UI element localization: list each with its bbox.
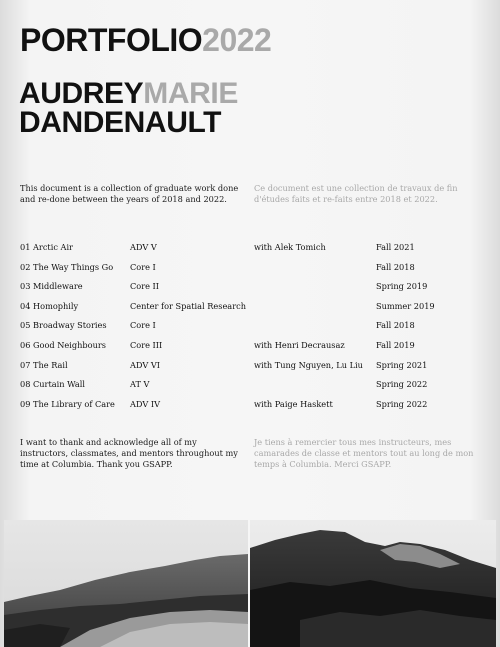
mountain-landscape-photo — [0, 520, 500, 647]
project-course: ADV IV — [130, 398, 160, 409]
project-course: Core III — [130, 339, 163, 350]
project-course: Center for Spatial Research — [130, 300, 246, 311]
project-term: Spring 2019 — [376, 281, 428, 292]
project-course: AT V — [130, 379, 150, 390]
project-title: 07 The Rail — [20, 359, 68, 370]
project-row — [20, 399, 490, 419]
project-course: Core I — [130, 320, 156, 331]
project-term: Spring 2022 — [376, 398, 428, 409]
intro-french: Ce document est une collection de travaux de fin d'études faits et re-faits entre 2018 et 2022. — [254, 183, 458, 204]
project-term: Spring 2022 — [376, 379, 428, 390]
project-title: 09 The Library of Care — [20, 398, 115, 409]
project-course: Core I — [130, 261, 156, 272]
project-row — [20, 360, 490, 380]
project-collaborators: with Paige Haskett — [254, 398, 333, 409]
project-term: Fall 2019 — [376, 339, 415, 350]
project-row — [20, 340, 490, 360]
project-collaborators: with Tung Nguyen, Lu Liu — [254, 359, 363, 370]
project-row — [20, 262, 490, 282]
project-row — [20, 379, 490, 399]
title-main: PORTFOLIO — [20, 22, 203, 58]
project-row — [20, 281, 490, 301]
title-year: 2022 — [202, 22, 272, 58]
thanks-french: Je tiens à remercier tous mes instructeurs, mes camarades de classe et mentors tout au long de mon temps à Columbia. Merci GSAPP. — [254, 437, 474, 469]
project-row — [20, 242, 490, 262]
project-title: 01 Arctic Air — [20, 242, 73, 252]
project-title: 04 Homophily — [20, 300, 79, 311]
intro-english: This document is a collection of graduate work done and re-done between the years of 2018 and 2022. — [20, 183, 239, 204]
project-row — [20, 301, 490, 321]
author-middle-name: MARIE — [143, 77, 238, 110]
project-term: Fall 2018 — [376, 261, 415, 272]
project-title: 06 Good Neighbours — [20, 339, 106, 350]
project-term: Fall 2021 — [376, 242, 415, 252]
project-collaborators: with Alek Tomich — [254, 242, 326, 252]
project-title: 05 Broadway Stories — [20, 320, 107, 331]
thanks-english: I want to thank and acknowledge all of my instructors, classmates, and mentors throughout my time at Columbia. Thank you GSAPP. — [20, 437, 238, 469]
project-row — [20, 320, 490, 340]
author-name — [19, 79, 238, 137]
project-course: Core II — [130, 281, 160, 292]
project-term: Summer 2019 — [376, 300, 435, 311]
project-title: 08 Curtain Wall — [20, 379, 85, 390]
author-first-name: AUDREY — [19, 77, 144, 110]
project-list — [20, 242, 490, 418]
project-title: 03 Middleware — [20, 281, 83, 292]
project-course: ADV VI — [130, 359, 160, 370]
author-last-name: DANDENAULT — [19, 106, 222, 139]
project-term: Fall 2018 — [376, 320, 415, 331]
project-course: ADV V — [130, 242, 157, 252]
page-title — [20, 24, 271, 56]
project-title: 02 The Way Things Go — [20, 261, 114, 272]
project-collaborators: with Henri Decrausaz — [254, 339, 345, 350]
project-term: Spring 2021 — [376, 359, 428, 370]
